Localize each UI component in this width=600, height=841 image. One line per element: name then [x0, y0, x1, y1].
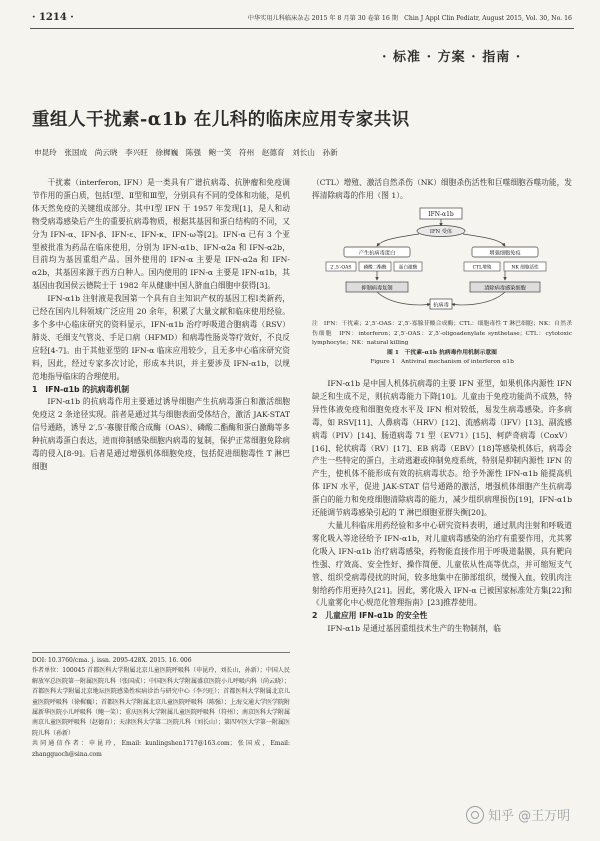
footnote-line: DOI: 10.3760/cma. j. issn. 2095-428X. 2015. 16. 006 [32, 657, 192, 664]
figure-title-en: Figure 1 Antiviral mechanism of interferon α1b [370, 359, 514, 366]
author-list: 申昆玲 张国成 尚云晓 李兴旺 徐樨巍 陈强 鲍一笑 符州 赵德育 刘长山 孙新 [34, 148, 338, 157]
section-heading: 1 IFN-α1b 的抗病毒机制 [32, 384, 130, 394]
oas-label: 2′,5′-OAS [330, 265, 352, 271]
right-column [312, 378, 572, 636]
watermark-text: 知乎 @王万明 [488, 809, 571, 824]
right-bottom-label: 清除病毒感染细胞 [484, 285, 526, 292]
center-label: 抗病毒 [433, 302, 449, 309]
article-title: 重组人干扰素-α1b 在儿科的临床应用专家共识 [32, 110, 410, 130]
paragraph: 干扰素（interferon, IFN）是一类具有广谱抗病毒、抗肿瘤和免疫调节作用的蛋白质，包括Ⅰ型、Ⅱ型和Ⅲ型，分别具有不同的受体和功能，是机体天然免疫的关键组成部分。其中Ⅰ型 IFN 于 1957 年发现[1]，是人和动物受病毒感染后产生的重要抗病毒物质，根据其基因和蛋白结构的不同，又分为 IFN-α、IFN-β、IFN-ε、IFN-κ、IFN-ω等[2]。IFN-α 已有 3 个亚型被批准为药品在临床使用，分别为 IFN-α1b、IFN-α2a 和 IFN-α2b，目前均为基因重组产品。国外使用的 IFN-α 主要是 IFN-α2a 和 IFN-α2b，其基因来源于西方白种人。国内使用的 IFN-α 主要是 IFN-α1b，其基因由我国侯云德院士于 1982 年从健康中国人脐血白细胞中获得[3]。 [32, 178, 290, 291]
paragraph: IFN-α1b 是中国人机体抗病毒的主要 IFN 亚型，如果机体内源性 IFN 缺乏和生成不足，则抗病毒能力下降[10]。儿童由于免疫功能尚不成熟，特异性体液免疫和细胞免疫水平及 IFN 相对较低，易发生病毒感染。许多病毒，如 RSV[11]、人鼻病毒（HRV）[12]、流感病毒（IFV）[13]、副流感病毒（PIV）[14]、肠道病毒 71 型（EV71）[15]、柯萨奇病毒（CoxV）[16]、轮状病毒（RV）[17]、EB 病毒（EBV）[18]等感染机体后，病毒会产生一些特定的蛋白，主动逃避或抑制免疫系统，特别是抑制内源性 IFN 的产生，使机体不能形成有效的抗病毒状态。给予外源性 IFN-α1b 能提高机体 IFN 水平，促进 JAK-STAT 信号通路的激活，增强机体细胞产生抗病毒蛋白的能力和免疫细胞清除病毒的能力，减少组织病理损伤[19]，IFN-α1b 还能调节病毒感染引起的 T 淋巴细胞亚群失衡[20]。 [312, 379, 572, 518]
pde-label: 磷酸二酯酶 [363, 265, 387, 271]
nk-label: NK 细胞活性 [511, 265, 539, 271]
left-bottom-label: 抑制病毒复制 [361, 285, 393, 292]
figure-note: 注 IFN：干扰素；2′,5′-OAS：2′,5′-寡腺苷酸合成酶；CTL：细胞毒性 T 淋巴细胞；NK：自然杀伤细胞 IFN：interferon；2′,5′-OAS：2′,5′-oligoadenylate synthetase；CTL：cytotoxic lymphocyte；NK：natural killing [312, 321, 572, 347]
receptor-label: IFN 受体 [429, 229, 453, 235]
footnote-line: 共同通信作者：申昆玲，Email: kunlingshen1717@163.com；张国成，Email: zhangguoch@sina.com [32, 740, 290, 758]
paragraph: IFN-α1b 是通过基因重组技术生产的生物制剂，临 [327, 624, 501, 634]
left-column [32, 177, 290, 474]
figure-caption [312, 320, 572, 368]
page-number: · 1214 · [32, 12, 74, 23]
footnotes [32, 656, 290, 760]
ifn-label: IFN-α1b [428, 211, 454, 218]
section-heading: 2 儿童应用 IFN-α1b 的安全性 [312, 611, 428, 621]
header-rule [30, 28, 574, 29]
watermark [466, 805, 570, 824]
paragraph: （CTL）增殖、激活自然杀伤（NK）细胞杀伤活性和巨噬细胞吞噬功能，发挥清除病毒的作用（图 1）。 [312, 178, 572, 200]
footnote-line: 作者单位：100045 首都医科大学附属北京儿童医院呼吸科（申昆玲，刘长山，孙新）；中国人民解放军总医院第一附属医院儿科（张国成）；中国医科大学附属盛京医院小儿呼吸内科（尚云晓）；首都医科大学附属北京地坛医院感染性疾病诊治与研究中心（李兴旺）；首都医科大学附属北京儿童医院呼吸科（徐樨巍）；首都医科大学附属北京儿童医院呼吸科（陈强）；上海交通大学医学院附属新华医院小儿呼吸科（鲍一笑）；重庆医科大学附属儿童医院呼吸科（符州）；南京医科大学附属南京儿童医院呼吸科（赵德育）；天津医科大学第二医院儿科（刘长山）；第四军医大学第一附属医院儿科（孙新） [32, 667, 291, 737]
footnote-rule [32, 652, 290, 653]
journal-header: 中华实用儿科临床杂志 2015 年 8 月第 30 卷第 16 期 Chin J Appl Clin Pediatr, August 2015, Vol. 30, No. 16 [247, 15, 572, 22]
paragraph: 大量儿科临床用药经验和多中心研究资料表明，通过肌肉注射和呼吸道雾化吸入等途径给予 IFN-α1b，对儿童病毒感染的治疗有重要作用，尤其雾化吸入 IFN-α1b 治疗病毒感染，药物能直接作用于呼吸道黏膜，具有靶向性强、疗效高、安全性好、操作简便、儿童依从性高等优点，并可缩短支气管、组织受病毒侵扰的时间，较多地集中在肺部组织，缓慢入血，较肌肉注射给药作用更持久[21]。因此，雾化吸入 IFN-α 已被国家标准处方集[22]和《儿童雾化中心规范化管理指南》[23]推荐使用。 [312, 520, 572, 608]
paragraph: IFN-α1b 的抗病毒作用主要通过诱导细胞产生抗病毒蛋白和激活细胞免疫这 2 条途径实现。前者是通过其与细胞表面受体结合，激活 JAK-STAT 信号通路，诱导 2′,5′-寡腺苷酸合成酶（OAS）、磷酸二酯酶和蛋白激酶等多种抗病毒蛋白表达，进而抑制感染细胞内病毒的复制，保护正常细胞免除病毒的侵入[8-9]。后者是通过增强机体细胞免疫，包括促进细胞毒性 T 淋巴细胞 [32, 397, 290, 471]
paragraph: IFN-α1b 注射液是我国第一个具有自主知识产权的基因工程Ⅰ类新药，已经在国内儿科领域广泛应用 20 余年，积累了大量文献和临床使用经验。多个多中心临床研究的资料显示，IFN-α1b 治疗呼吸道合胞病毒（RSV）肺炎、毛细支气管炎、手足口病（HFMD）和病毒性肠炎等疗效好，不良反应轻[4-7]。由于其他亚型的 IFN-α 临床应用较少，且无多中心临床研究资料，因此，经过专家多次讨论，形成本共识，并主要涉及 IFN-α1b，以规范地指导临床的合理使用。 [32, 294, 290, 381]
left-top-label: 产生抗病毒蛋白 [358, 250, 396, 257]
zhihu-logo-icon [466, 806, 484, 824]
right-column-top [312, 177, 572, 203]
ctl-label: CTL增殖 [472, 265, 492, 271]
right-top-label: 增强细胞免疫 [489, 250, 521, 257]
section-tag: · 标准 · 方案 · 指南 · [382, 50, 522, 65]
figure-title-cn: 图 1 干扰素-α1b 抗病毒作用机制示意图 [387, 349, 497, 356]
pk-label: 蛋白激酶 [398, 265, 418, 271]
mechanism-figure [322, 206, 560, 314]
